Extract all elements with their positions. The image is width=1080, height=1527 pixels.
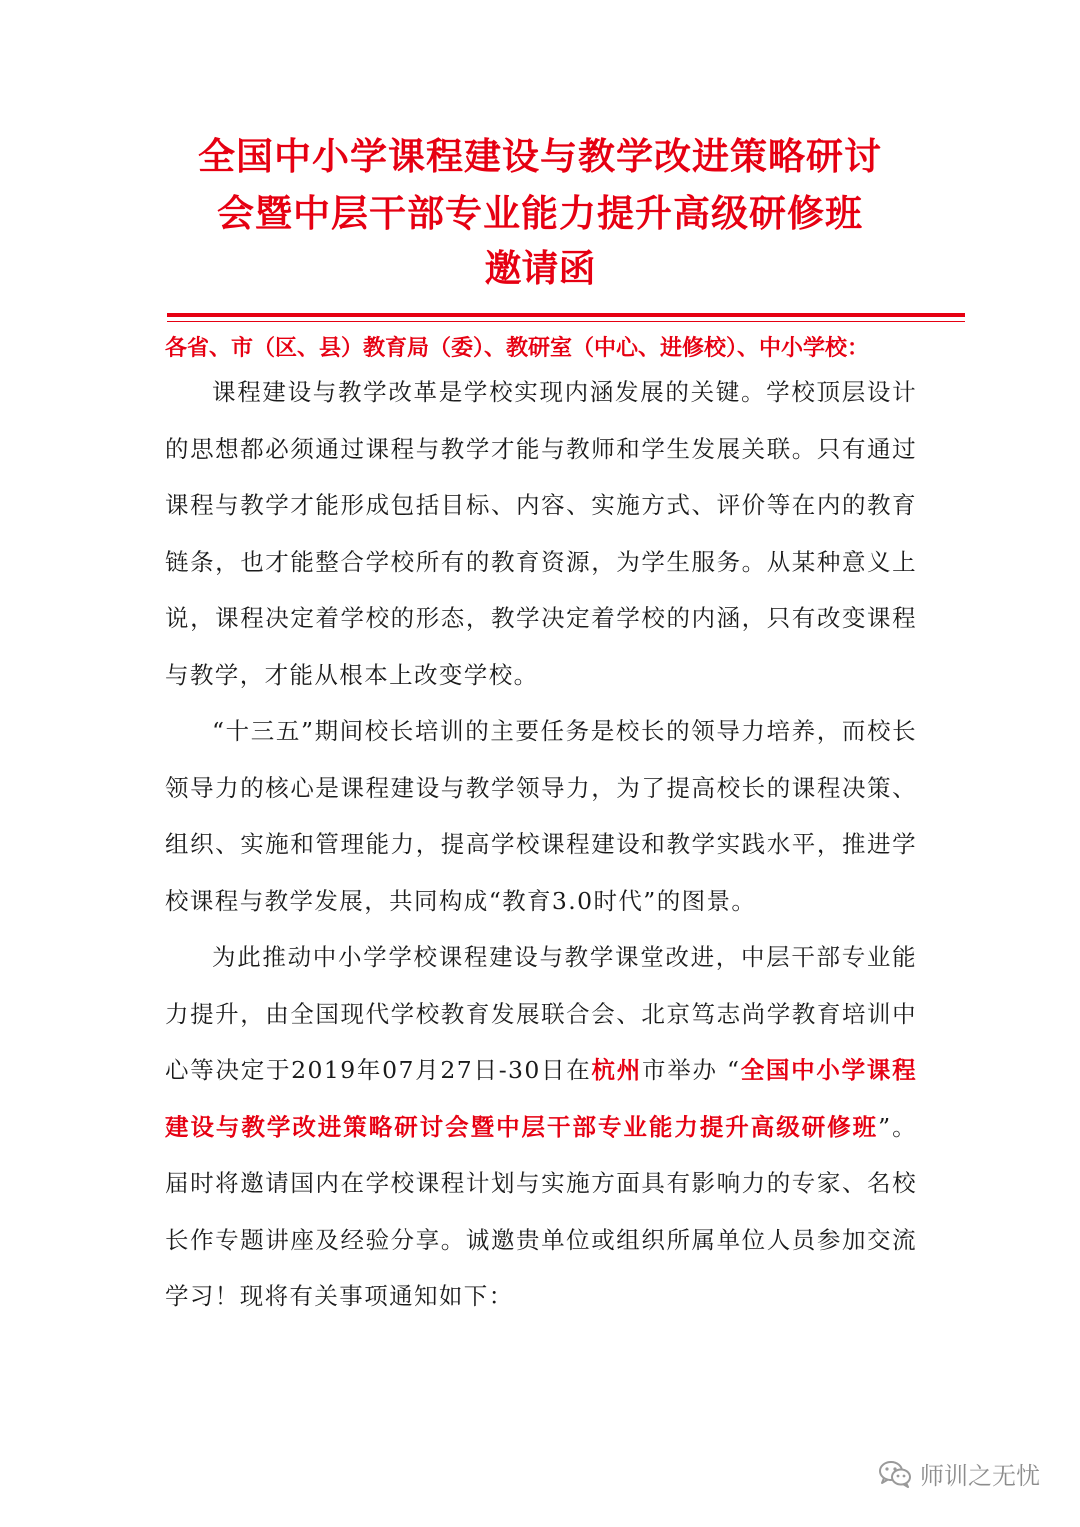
paragraph-1: 课程建设与教学改革是学校实现内涵发展的关键。学校顶层设计的思想都必须通过课程与教学才能与教师和学生发展关联。只有通过课程与教学才能形成包括目标、内容、实施方式、评价等在内的教育链条，也才能整合学校所有的教育资源，为学生服务。从某种意义上说，课程决定着学校的形态，教学决定着学校的内涵，只有改变课程与教学，才能从根本上改变学校。 [165, 378, 917, 689]
watermark-label: 师训之无忧 [920, 1462, 1040, 1490]
paragraph-3 [165, 929, 917, 1325]
title-line-2: 会暨中层干部专业能力提升高级研修班 [217, 192, 863, 235]
paragraph-3-text-b: 市举办 “ [642, 1056, 741, 1084]
paragraph-2: “十三五”期间校长培训的主要任务是校长的领导力培养，而校长领导力的核心是课程建设与教学领导力，为了提高校长的课程决策、组织、实施和管理能力，提高学校课程建设和教学实践水平，推进学校课程与教学发展，共同构成“教育3.0时代”的图景。 [165, 717, 917, 915]
paragraph-3-text-c: ”。届时将邀请国内在学校课程计划与实施方面具有影响力的专家、名校长作专题讲座及经验分享。诚邀贵单位或组织所属单位人员参加交流学习！现将有关事项通知如下： [165, 1112, 917, 1310]
paragraph-3-text-a: 为此推动中小学学校课程建设与教学课堂改进，中层干部专业能力提升，由全国现代学校教育发展联合会、北京笃志尚学教育培训中心等决定于2019年07月27日-30日在 [165, 943, 917, 1084]
event-city: 杭州 [591, 1056, 643, 1084]
addressee-line: 各省、市（区、县）教育局（委）、教研室（中心、进修校）、中小学校： [165, 335, 870, 361]
watermark [878, 1456, 1040, 1491]
program-name: 全国中小学课程建设与教学改进策略研讨会暨中层干部专业能力提升高级研修班 [165, 1056, 918, 1141]
title-invitation: 邀请函 [484, 247, 596, 290]
letter-body [165, 364, 917, 1325]
header-rule-thick [167, 313, 965, 317]
document-title [0, 128, 1080, 297]
header-rule-thin [167, 321, 965, 322]
wechat-icon [878, 1460, 912, 1488]
title-line-1: 全国中小学课程建设与教学改进策略研讨 [198, 135, 882, 178]
